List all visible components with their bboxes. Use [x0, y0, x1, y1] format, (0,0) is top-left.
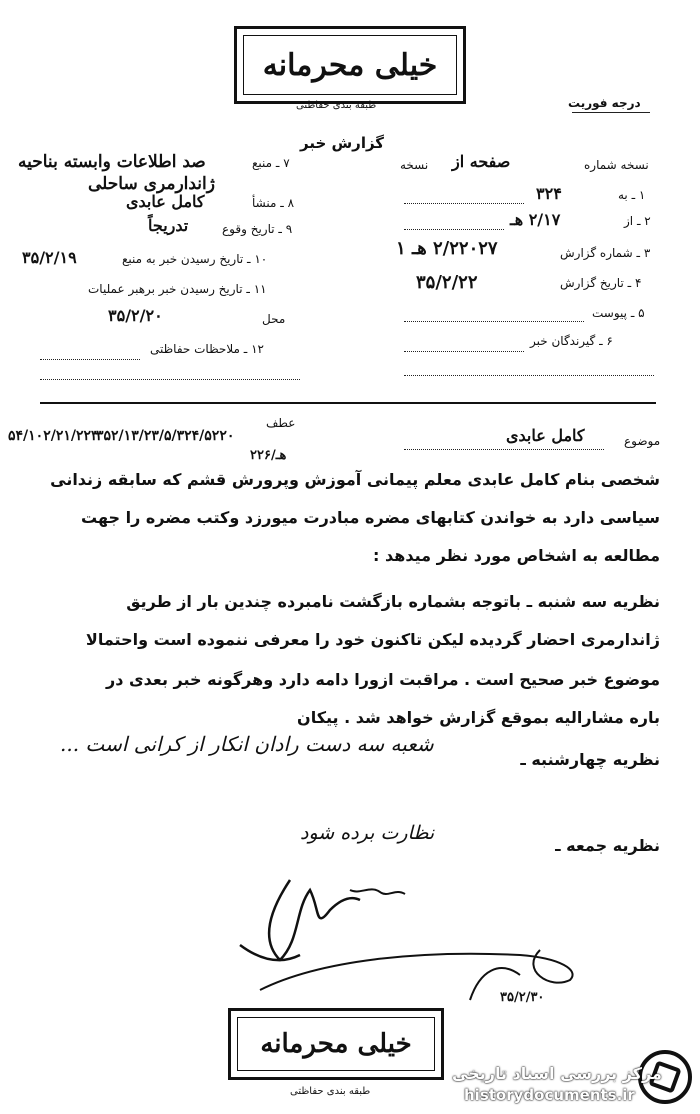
form-title: گزارش خبر [300, 134, 385, 152]
field-3-label: ۳ ـ شماره گزارش [560, 246, 651, 260]
field-2-dotline [404, 228, 504, 230]
bottom-stamp-text: خیلی محرمانه [260, 1029, 412, 1059]
bottom-classification-caption: طبقه بندی حفاظتی [290, 1086, 371, 1097]
signature-date: ۳۵/۲/۳۰ [500, 990, 545, 1005]
field-8-label: ۸ ـ منشأ [252, 196, 295, 210]
subject-value: کامل عابدی [506, 426, 585, 445]
reference-label: عطف [266, 416, 296, 430]
body-line-5: ژاندارمری احضار گردیده لیکن تاکنون خود را معرفی ننموده است واحتمالا [85, 630, 660, 649]
field-7-label: ۷ ـ منبع [252, 156, 290, 170]
field-6-label: ۶ ـ گیرندگان خبر [530, 334, 613, 348]
field-10-label: ۱۰ ـ تاریخ رسیدن خبر به منبع [122, 252, 268, 266]
body-line-7: باره مشارالیه بموقع گزارش خواهد شد . پیکان [297, 708, 660, 727]
right-fields [0, 0, 700, 400]
field-7-value-line2: ژاندارمری ساحلی [88, 174, 215, 194]
field-11-place-label: محل [262, 312, 286, 326]
reference-side: ۵۴/۱۰۲/۲۱/۲۲۳ [8, 428, 99, 444]
top-classification-caption: طبقه بندی حفاظتی [296, 100, 377, 111]
copy-number-extra: نسخه [400, 158, 429, 172]
copy-number-value: صفحه از [452, 152, 511, 171]
field-1-dotline [404, 202, 524, 204]
body-line-2: سیاسی دارد به خواندن کتابهای مضره مبادرت میورزد وکتب مضره را جهت [81, 508, 660, 527]
subject-dotline [404, 448, 604, 450]
bottom-classification-stamp [228, 1008, 444, 1080]
field-9-value: تدریجاً [148, 216, 189, 235]
copy-number-label: نسخه شماره [584, 158, 649, 172]
field-7-value: صد اطلاعات وابسته بناحیه [18, 152, 206, 172]
field-10-value: ۳۵/۲/۱۹ [22, 248, 77, 267]
body-line-1: شخصی بنام کامل عابدی معلم پیمانی آموزش وپرورش قشم که سابقه زندانی [50, 470, 660, 489]
handwritten-friday-note: نظارت برده شود [300, 822, 435, 844]
field-5-label: ۵ ـ پیوست [592, 306, 645, 320]
reference-value: ۳۵۲/۱۳/۲۳/۵/۳۲۴/۵۲۲۰ [96, 428, 235, 444]
field-6-dotline-2 [404, 374, 654, 376]
reference-sub: ۲۲۶/هـ [250, 448, 287, 463]
field-9-label: ۹ ـ تاریخ وقوع [222, 222, 293, 236]
field-5-dotline [404, 320, 584, 322]
subject-label: موضوع [624, 434, 661, 448]
watermark-title: مرکز بررسی اسناد تاریخی [452, 1064, 662, 1083]
body-line-6: موضوع خبر صحیح است . مراقبت ازورا دامه دارد وهرگونه خبر بعدی در [106, 670, 660, 689]
section-divider [40, 402, 656, 404]
handwritten-wednesday-note: شعبه سه دست رادان انکار از کرانی است ... [60, 732, 434, 756]
priority-label: درجه فوریت [568, 96, 641, 110]
field-4-label: ۴ ـ تاریخ گزارش [560, 276, 642, 290]
field-12-label: ۱۲ ـ ملاحظات حفاظتی [150, 342, 264, 356]
body-line-4: نظریه سه شنبه ـ باتوجه بشماره بازگشت نامبرده چندین بار از طریق [126, 592, 660, 611]
field-2-label: ۲ ـ از [624, 214, 651, 228]
field-1-value: ۳۲۴ [536, 184, 562, 203]
body-line-9: نظریه جمعه ـ [555, 836, 660, 855]
field-8-value: کامل عابدی [126, 192, 205, 211]
field-3-value: ۲/۲۲۰۲۷ هـ ۱ [396, 238, 498, 259]
watermark-url[interactable]: historydocuments.ir [464, 1086, 635, 1104]
top-stamp-text: خیلی محرمانه [262, 47, 438, 83]
field-1-label: ۱ ـ به [618, 188, 646, 202]
field-11-value: ۳۵/۲/۲۰ [108, 306, 163, 325]
field-2-value: ۲/۱۷ هـ [510, 210, 561, 229]
field-6-dotline-1 [404, 350, 524, 352]
body-line-8: نظریه چهارشنبه ـ [520, 750, 660, 769]
field-11-label: ۱۱ ـ تاریخ رسیدن خبر برهبر عملیات [88, 282, 267, 296]
field-4-value: ۳۵/۲/۲۲ [416, 272, 478, 293]
body-line-3: مطالعه به اشخاص مورد نظر میدهد : [373, 546, 660, 565]
